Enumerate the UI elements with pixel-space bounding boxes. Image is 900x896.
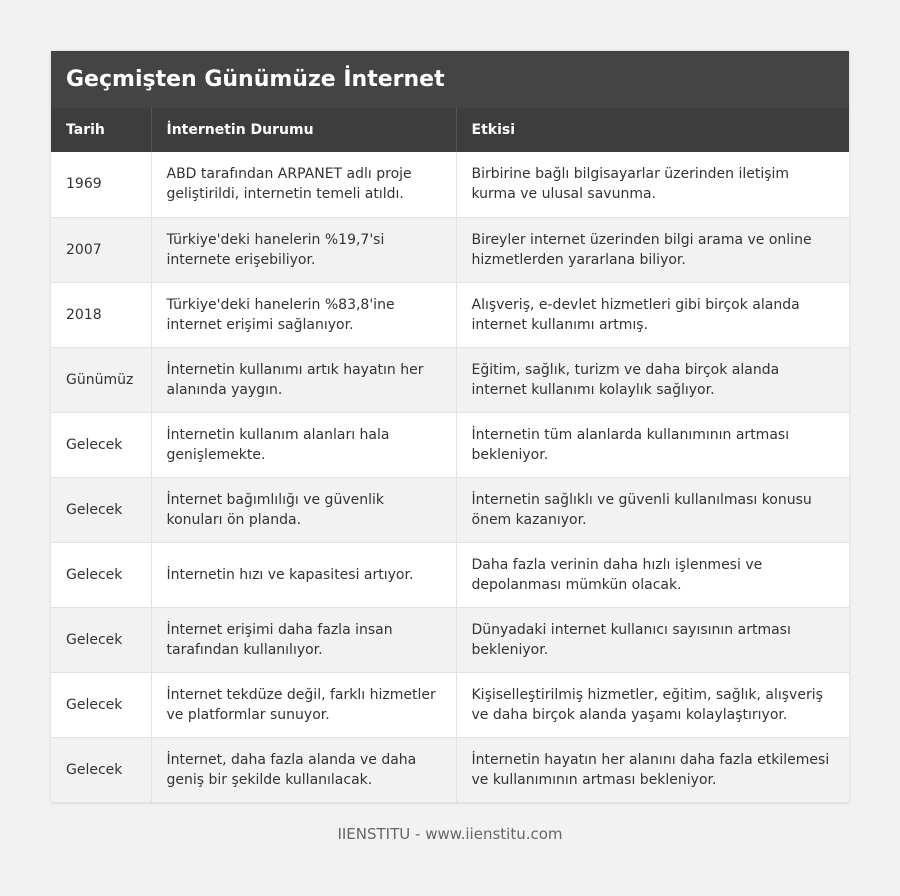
- cell-tarih: Günümüz: [51, 347, 151, 412]
- table-row: [51, 672, 849, 737]
- cell-etkisi: Eğitim, sağlık, turizm ve daha birçok alanda internet kullanımı kolaylık sağlıyor.: [456, 347, 849, 412]
- cell-etkisi: Daha fazla verinin daha hızlı işlenmesi ve depolanması mümkün olacak.: [456, 542, 849, 607]
- cell-etkisi: İnternetin sağlıklı ve güvenli kullanılması konusu önem kazanıyor.: [456, 477, 849, 542]
- cell-tarih: Gelecek: [51, 412, 151, 477]
- table-row: [51, 737, 849, 802]
- cell-tarih: Gelecek: [51, 542, 151, 607]
- cell-durum: İnternet tekdüze değil, farklı hizmetler ve platformlar sunuyor.: [151, 672, 456, 737]
- cell-durum: İnternet, daha fazla alanda ve daha geniş bir şekilde kullanılacak.: [151, 737, 456, 802]
- table-row: [51, 607, 849, 672]
- cell-durum: İnternetin kullanım alanları hala genişlemekte.: [151, 412, 456, 477]
- cell-etkisi: Kişiselleştirilmiş hizmetler, eğitim, sağlık, alışveriş ve daha birçok alanda yaşamı kolaylaştırıyor.: [456, 672, 849, 737]
- table-row: [51, 217, 849, 282]
- cell-tarih: 2018: [51, 282, 151, 347]
- table-row: [51, 347, 849, 412]
- header-row: [51, 108, 849, 152]
- table-title: Geçmişten Günümüze İnternet: [51, 51, 849, 108]
- footer-credit: IIENSTITU - www.iienstitu.com: [337, 825, 563, 843]
- cell-tarih: Gelecek: [51, 607, 151, 672]
- cell-etkisi: Dünyadaki internet kullanıcı sayısının artması bekleniyor.: [456, 607, 849, 672]
- cell-tarih: Gelecek: [51, 477, 151, 542]
- table-row: [51, 477, 849, 542]
- cell-durum: İnternetin hızı ve kapasitesi artıyor.: [151, 542, 456, 607]
- cell-tarih: 2007: [51, 217, 151, 282]
- table-row: [51, 282, 849, 347]
- cell-etkisi: Birbirine bağlı bilgisayarlar üzerinden iletişim kurma ve ulusal savunma.: [456, 152, 849, 217]
- cell-durum: İnternet bağımlılığı ve güvenlik konuları ön planda.: [151, 477, 456, 542]
- column-header-tarih: Tarih: [51, 108, 151, 152]
- column-header-durum: İnternetin Durumu: [151, 108, 456, 152]
- cell-durum: İnternet erişimi daha fazla insan tarafından kullanılıyor.: [151, 607, 456, 672]
- cell-durum: İnternetin kullanımı artık hayatın her alanında yaygın.: [151, 347, 456, 412]
- cell-etkisi: Bireyler internet üzerinden bilgi arama ve online hizmetlerden yararlana biliyor.: [456, 217, 849, 282]
- table-card: [51, 51, 849, 803]
- cell-tarih: Gelecek: [51, 737, 151, 802]
- cell-durum: ABD tarafından ARPANET adlı proje geliştirildi, internetin temeli atıldı.: [151, 152, 456, 217]
- table-row: [51, 412, 849, 477]
- table-row: [51, 152, 849, 217]
- cell-tarih: Gelecek: [51, 672, 151, 737]
- cell-durum: Türkiye'deki hanelerin %83,8'ine internet erişimi sağlanıyor.: [151, 282, 456, 347]
- data-table: [51, 108, 849, 803]
- cell-etkisi: İnternetin tüm alanlarda kullanımının artması bekleniyor.: [456, 412, 849, 477]
- cell-etkisi: İnternetin hayatın her alanını daha fazla etkilemesi ve kullanımının artması bekleniyor.: [456, 737, 849, 802]
- cell-tarih: 1969: [51, 152, 151, 217]
- table-row: [51, 542, 849, 607]
- column-header-etkisi: Etkisi: [456, 108, 849, 152]
- cell-durum: Türkiye'deki hanelerin %19,7'si internete erişebiliyor.: [151, 217, 456, 282]
- cell-etkisi: Alışveriş, e-devlet hizmetleri gibi birçok alanda internet kullanımı artmış.: [456, 282, 849, 347]
